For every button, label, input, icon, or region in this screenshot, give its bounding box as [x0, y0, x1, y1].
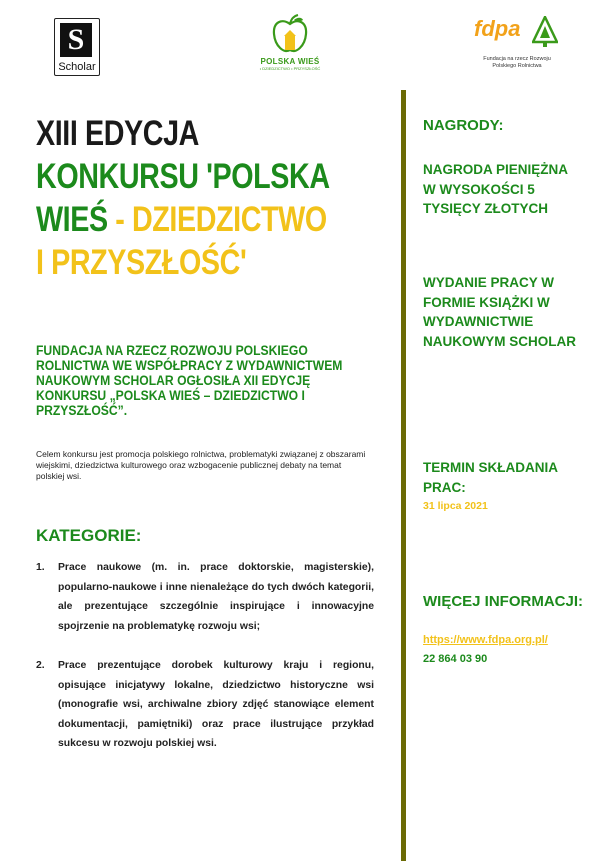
polska-wies-logo	[246, 14, 334, 82]
prize-2: WYDANIE PRACY W FORMIE KSIĄŻKI W WYDAWNICTWIE NAUKOWYM SCHOLAR	[423, 275, 576, 349]
polska-wies-logo-sub: • DZIEDZICTWO • PRZYSZŁOŚĆ	[259, 66, 321, 71]
category-item	[36, 558, 374, 636]
category-item	[36, 656, 374, 754]
fdpa-logo-subtitle	[462, 56, 572, 70]
scholar-logo-text: Scholar	[58, 61, 96, 73]
heading-line-1: XIII EDYCJA	[36, 114, 199, 153]
category-text: Prace naukowe (m. in. prace doktorskie, magisterskie), popularno-naukowe i inne nienależące do tych dwóch kategorii, ale prezentujące szczególnie inspirujące i innowacyjne spojrzenie na problematykę rozwoju wsi;	[58, 562, 374, 632]
categories-list	[36, 558, 374, 774]
fdpa-logo-sub-line1: Fundacja na rzecz Rozwoju	[483, 56, 551, 62]
contact-phone: 22 864 03 90	[423, 653, 488, 665]
deadline-title: TERMIN SKŁADANIA PRAC:	[423, 460, 558, 495]
fdpa-website-link[interactable]: https://www.fdpa.org.pl/	[423, 634, 548, 646]
scholar-logo-letter: S	[60, 23, 92, 57]
heading-line-2: KONKURSU 'POLSKA	[36, 157, 330, 196]
heading-line-3	[36, 198, 386, 241]
heading-line-4: I PRZYSZŁOŚĆ'	[36, 243, 247, 282]
fdpa-logo-sub-line2: Polskiego Rolnictwa	[492, 63, 542, 69]
apple-icon	[270, 14, 310, 56]
heading-line-3-gold: - DZIEDZICTWO	[107, 200, 327, 239]
scholar-logo	[54, 18, 100, 76]
polska-wies-logo-name: POLSKA WIEŚ	[260, 57, 320, 66]
description-text: Celem konkursu jest promocja polskiego rolnictwa, problematyki związanej z obszarami wiejskimi, dziedzictwa kulturowego oraz wzbogacenie publicznej debaty na temat polskiej wsi.	[36, 449, 366, 481]
more-info-title: WIĘCEJ INFORMACJI:	[423, 593, 584, 610]
prize-1: NAGRODA PIENIĘŻNA W WYSOKOŚCI 5 TYSIĘCY ZŁOTYCH	[423, 162, 568, 216]
deadline-date: 31 lipca 2021	[423, 500, 488, 512]
column-divider	[401, 90, 406, 861]
category-number: 2.	[36, 660, 45, 671]
heading-line-3-green: WIEŚ	[36, 200, 108, 239]
tree-icon	[532, 16, 558, 48]
main-heading	[36, 112, 386, 284]
intro-text: FUNDACJA NA RZECZ ROZWOJU POLSKIEGO ROLNICTWA WE WSPÓŁPRACY Z WYDAWNICTWEM NAUKOWYM SCHOLAR OGŁOSIŁA XII EDYCJĘ KONKURSU „POLSKA WIEŚ – DZIEDZICTWO I PRZYSZŁOŚĆ”.	[36, 343, 343, 418]
fdpa-logo	[462, 14, 572, 84]
category-text: Prace prezentujące dorobek kulturowy kraju i regionu, opisujące inicjatywy lokalne, dziedzictwo historyczne wsi (monografie wsi, archiwalne zbiory zdjęć stanowiące element dokumentacji, pamiętniki) oraz prace ilustrujące przykład sukcesu w rozwoju polskiej wsi.	[58, 660, 374, 749]
prizes-title: NAGRODY:	[423, 117, 504, 134]
fdpa-logo-name: fdpa	[474, 16, 521, 41]
category-number: 1.	[36, 562, 45, 573]
categories-title: KATEGORIE:	[36, 526, 142, 545]
